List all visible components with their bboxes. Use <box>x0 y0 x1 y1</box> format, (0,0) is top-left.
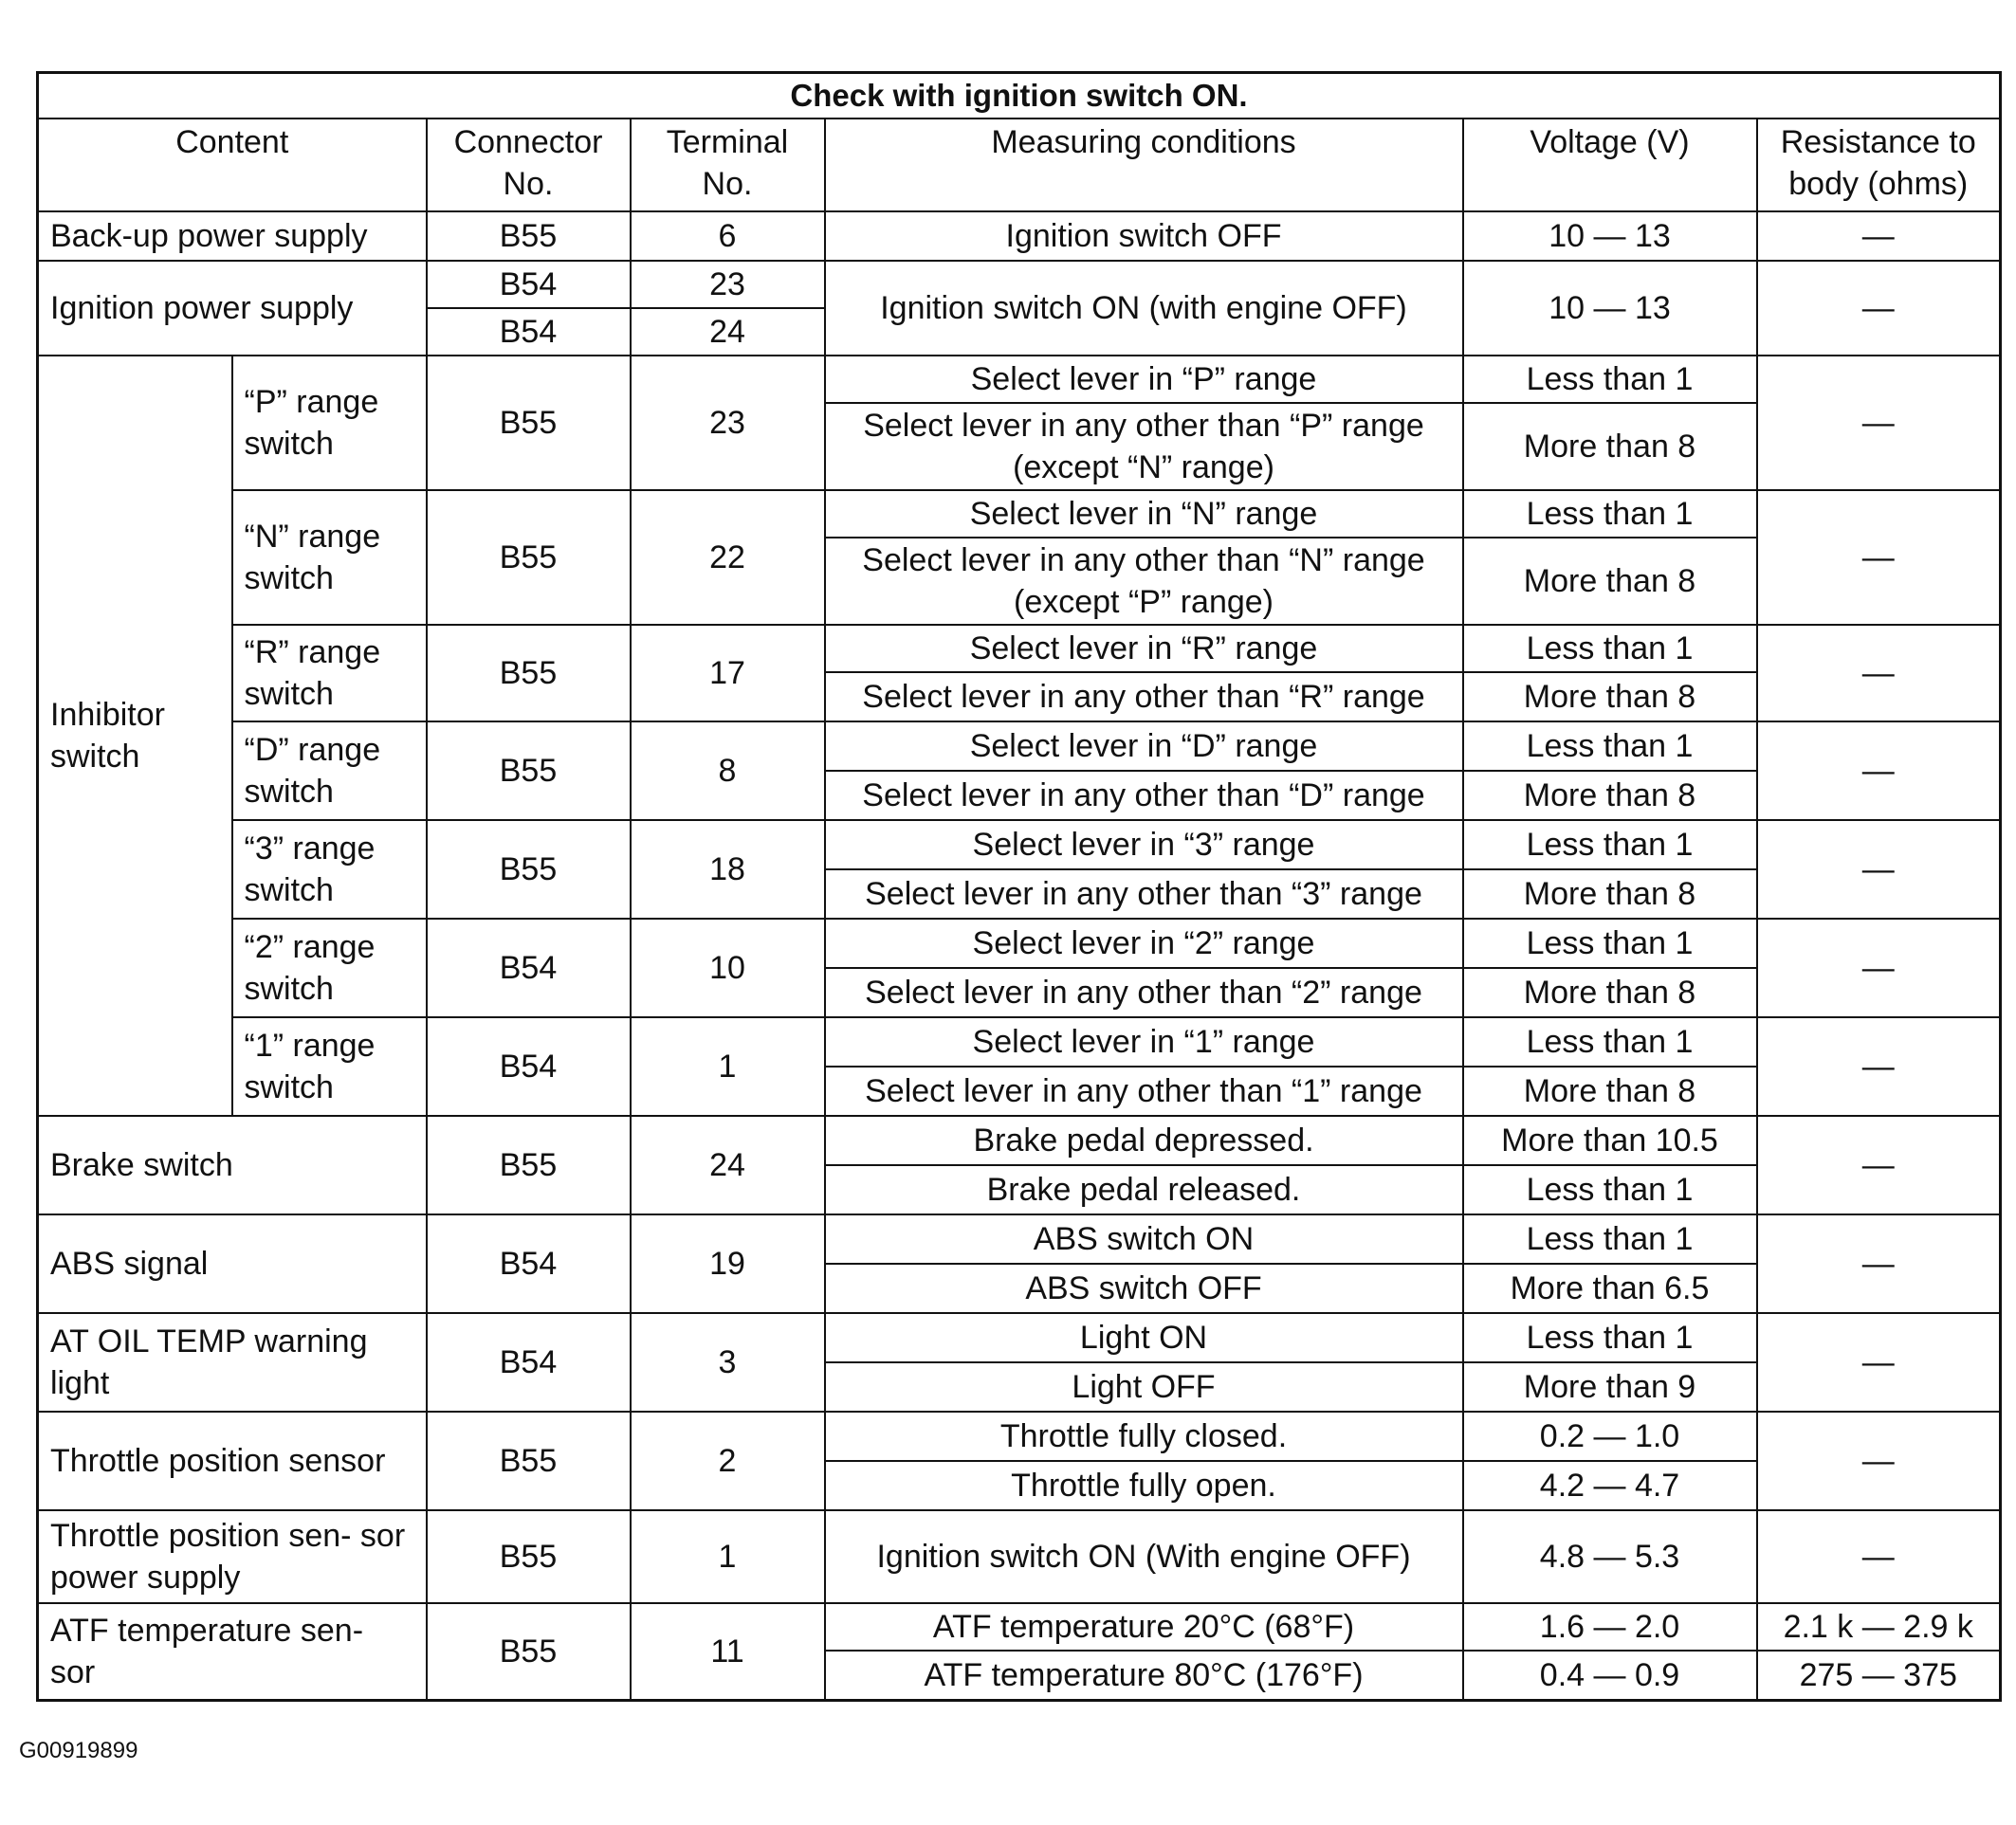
resistance-cell: — <box>1757 919 2001 1017</box>
resistance-cell: — <box>1757 261 2001 356</box>
range-switch-label: “3” range switch <box>232 820 427 919</box>
voltage-cell: Less than 1 <box>1463 919 1757 968</box>
connector-cell: B54 <box>427 1214 631 1313</box>
voltage-cell: 0.2 — 1.0 <box>1463 1412 1757 1461</box>
range-switch-label: “N” range switch <box>232 490 427 625</box>
voltage-cell: More than 9 <box>1463 1362 1757 1412</box>
voltage-cell: More than 6.5 <box>1463 1264 1757 1313</box>
terminal-cell: 3 <box>631 1313 825 1412</box>
voltage-cell: Less than 1 <box>1463 1165 1757 1214</box>
connector-cell: B55 <box>427 1603 631 1700</box>
condition-cell: Light OFF <box>825 1362 1463 1412</box>
range-switch-label: “D” range switch <box>232 721 427 820</box>
resistance-cell: — <box>1757 1214 2001 1313</box>
condition-cell: Select lever in any other than “3” range <box>825 869 1463 919</box>
condition-cell: Select lever in “2” range <box>825 919 1463 968</box>
condition-cell: Select lever in any other than “1” range <box>825 1067 1463 1116</box>
header-content: Content <box>38 119 427 211</box>
voltage-cell: Less than 1 <box>1463 1017 1757 1067</box>
terminal-cell: 24 <box>631 308 825 356</box>
terminal-cell: 2 <box>631 1412 825 1510</box>
condition-cell: Select lever in “3” range <box>825 820 1463 869</box>
condition-cell: Ignition switch ON (With engine OFF) <box>825 1510 1463 1603</box>
connector-cell: B55 <box>427 1116 631 1214</box>
condition-cell: ATF temperature 20°C (68°F) <box>825 1603 1463 1651</box>
condition-cell: ABS switch OFF <box>825 1264 1463 1313</box>
terminal-cell: 22 <box>631 490 825 625</box>
condition-cell: Select lever in “1” range <box>825 1017 1463 1067</box>
terminal-cell: 1 <box>631 1017 825 1116</box>
row-label: Ignition power supply <box>38 261 427 356</box>
range-switch-label: “1” range switch <box>232 1017 427 1116</box>
resistance-cell: — <box>1757 820 2001 919</box>
header-voltage: Voltage (V) <box>1463 119 1757 211</box>
condition-cell: Select lever in “R” range <box>825 625 1463 672</box>
condition-cell: Ignition switch ON (with engine OFF) <box>825 261 1463 356</box>
connector-cell: B55 <box>427 721 631 820</box>
condition-cell: Ignition switch OFF <box>825 211 1463 261</box>
terminal-cell: 10 <box>631 919 825 1017</box>
connector-cell: B55 <box>427 356 631 490</box>
connector-cell: B54 <box>427 1017 631 1116</box>
terminal-cell: 17 <box>631 625 825 721</box>
terminal-cell: 6 <box>631 211 825 261</box>
terminal-cell: 23 <box>631 261 825 308</box>
ignition-check-table <box>36 71 2002 1702</box>
voltage-cell: More than 8 <box>1463 538 1757 625</box>
voltage-cell: Less than 1 <box>1463 356 1757 403</box>
voltage-cell: More than 10.5 <box>1463 1116 1757 1165</box>
terminal-cell: 11 <box>631 1603 825 1700</box>
resistance-cell: — <box>1757 625 2001 721</box>
range-switch-label: “P” range switch <box>232 356 427 490</box>
figure-id: G00919899 <box>19 1738 138 1763</box>
resistance-cell: 2.1 k — 2.9 k <box>1757 1603 2001 1651</box>
condition-cell: Brake pedal released. <box>825 1165 1463 1214</box>
terminal-cell: 19 <box>631 1214 825 1313</box>
connector-cell: B54 <box>427 919 631 1017</box>
condition-cell: Select lever in “N” range <box>825 490 1463 538</box>
terminal-cell: 24 <box>631 1116 825 1214</box>
range-switch-label: “R” range switch <box>232 625 427 721</box>
condition-cell: Select lever in any other than “P” range (except “N” range) <box>825 403 1463 490</box>
row-label: ABS signal <box>38 1214 427 1313</box>
resistance-cell: 275 — 375 <box>1757 1651 2001 1700</box>
condition-cell: Light ON <box>825 1313 1463 1362</box>
voltage-cell: Less than 1 <box>1463 490 1757 538</box>
voltage-cell: 10 — 13 <box>1463 211 1757 261</box>
row-label: Throttle position sen- sor power supply <box>38 1510 427 1603</box>
voltage-cell: 4.2 — 4.7 <box>1463 1461 1757 1510</box>
condition-cell: Select lever in any other than “2” range <box>825 968 1463 1017</box>
row-label: ATF temperature sen- sor <box>38 1603 427 1700</box>
header-conditions: Measuring conditions <box>825 119 1463 211</box>
header-connector: Connector No. <box>427 119 631 211</box>
resistance-cell: — <box>1757 721 2001 820</box>
range-switch-label: “2” range switch <box>232 919 427 1017</box>
voltage-cell: More than 8 <box>1463 1067 1757 1116</box>
terminal-cell: 1 <box>631 1510 825 1603</box>
condition-cell: ATF temperature 80°C (176°F) <box>825 1651 1463 1700</box>
resistance-cell: — <box>1757 490 2001 625</box>
connector-cell: B55 <box>427 1510 631 1603</box>
inhibitor-label: Inhibitor switch <box>38 356 232 1116</box>
connector-cell: B55 <box>427 490 631 625</box>
resistance-cell: — <box>1757 211 2001 261</box>
voltage-cell: More than 8 <box>1463 672 1757 721</box>
header-resistance: Resistance to body (ohms) <box>1757 119 2001 211</box>
resistance-cell: — <box>1757 1412 2001 1510</box>
connector-cell: B55 <box>427 211 631 261</box>
row-label: AT OIL TEMP warning light <box>38 1313 427 1412</box>
resistance-cell: — <box>1757 1313 2001 1412</box>
connector-cell: B55 <box>427 625 631 721</box>
condition-cell: ABS switch ON <box>825 1214 1463 1264</box>
voltage-cell: More than 8 <box>1463 869 1757 919</box>
row-label: Back-up power supply <box>38 211 427 261</box>
voltage-cell: Less than 1 <box>1463 721 1757 771</box>
resistance-cell: — <box>1757 356 2001 490</box>
table-title: Check with ignition switch ON. <box>38 73 2001 119</box>
row-label: Throttle position sensor <box>38 1412 427 1510</box>
resistance-cell: — <box>1757 1017 2001 1116</box>
voltage-cell: Less than 1 <box>1463 1313 1757 1362</box>
voltage-cell: 4.8 — 5.3 <box>1463 1510 1757 1603</box>
header-terminal: Terminal No. <box>631 119 825 211</box>
voltage-cell: More than 8 <box>1463 771 1757 820</box>
resistance-cell: — <box>1757 1116 2001 1214</box>
connector-cell: B54 <box>427 308 631 356</box>
voltage-cell: Less than 1 <box>1463 625 1757 672</box>
condition-cell: Select lever in “P” range <box>825 356 1463 403</box>
voltage-cell: Less than 1 <box>1463 820 1757 869</box>
condition-cell: Select lever in any other than “N” range (except “P” range) <box>825 538 1463 625</box>
resistance-cell: — <box>1757 1510 2001 1603</box>
voltage-cell: 1.6 — 2.0 <box>1463 1603 1757 1651</box>
voltage-cell: More than 8 <box>1463 403 1757 490</box>
condition-cell: Brake pedal depressed. <box>825 1116 1463 1165</box>
voltage-cell: More than 8 <box>1463 968 1757 1017</box>
connector-cell: B55 <box>427 1412 631 1510</box>
row-label: Brake switch <box>38 1116 427 1214</box>
condition-cell: Select lever in any other than “D” range <box>825 771 1463 820</box>
connector-cell: B54 <box>427 261 631 308</box>
voltage-cell: Less than 1 <box>1463 1214 1757 1264</box>
terminal-cell: 18 <box>631 820 825 919</box>
condition-cell: Throttle fully closed. <box>825 1412 1463 1461</box>
terminal-cell: 8 <box>631 721 825 820</box>
voltage-cell: 0.4 — 0.9 <box>1463 1651 1757 1700</box>
condition-cell: Throttle fully open. <box>825 1461 1463 1510</box>
connector-cell: B55 <box>427 820 631 919</box>
condition-cell: Select lever in any other than “R” range <box>825 672 1463 721</box>
connector-cell: B54 <box>427 1313 631 1412</box>
voltage-cell: 10 — 13 <box>1463 261 1757 356</box>
terminal-cell: 23 <box>631 356 825 490</box>
condition-cell: Select lever in “D” range <box>825 721 1463 771</box>
